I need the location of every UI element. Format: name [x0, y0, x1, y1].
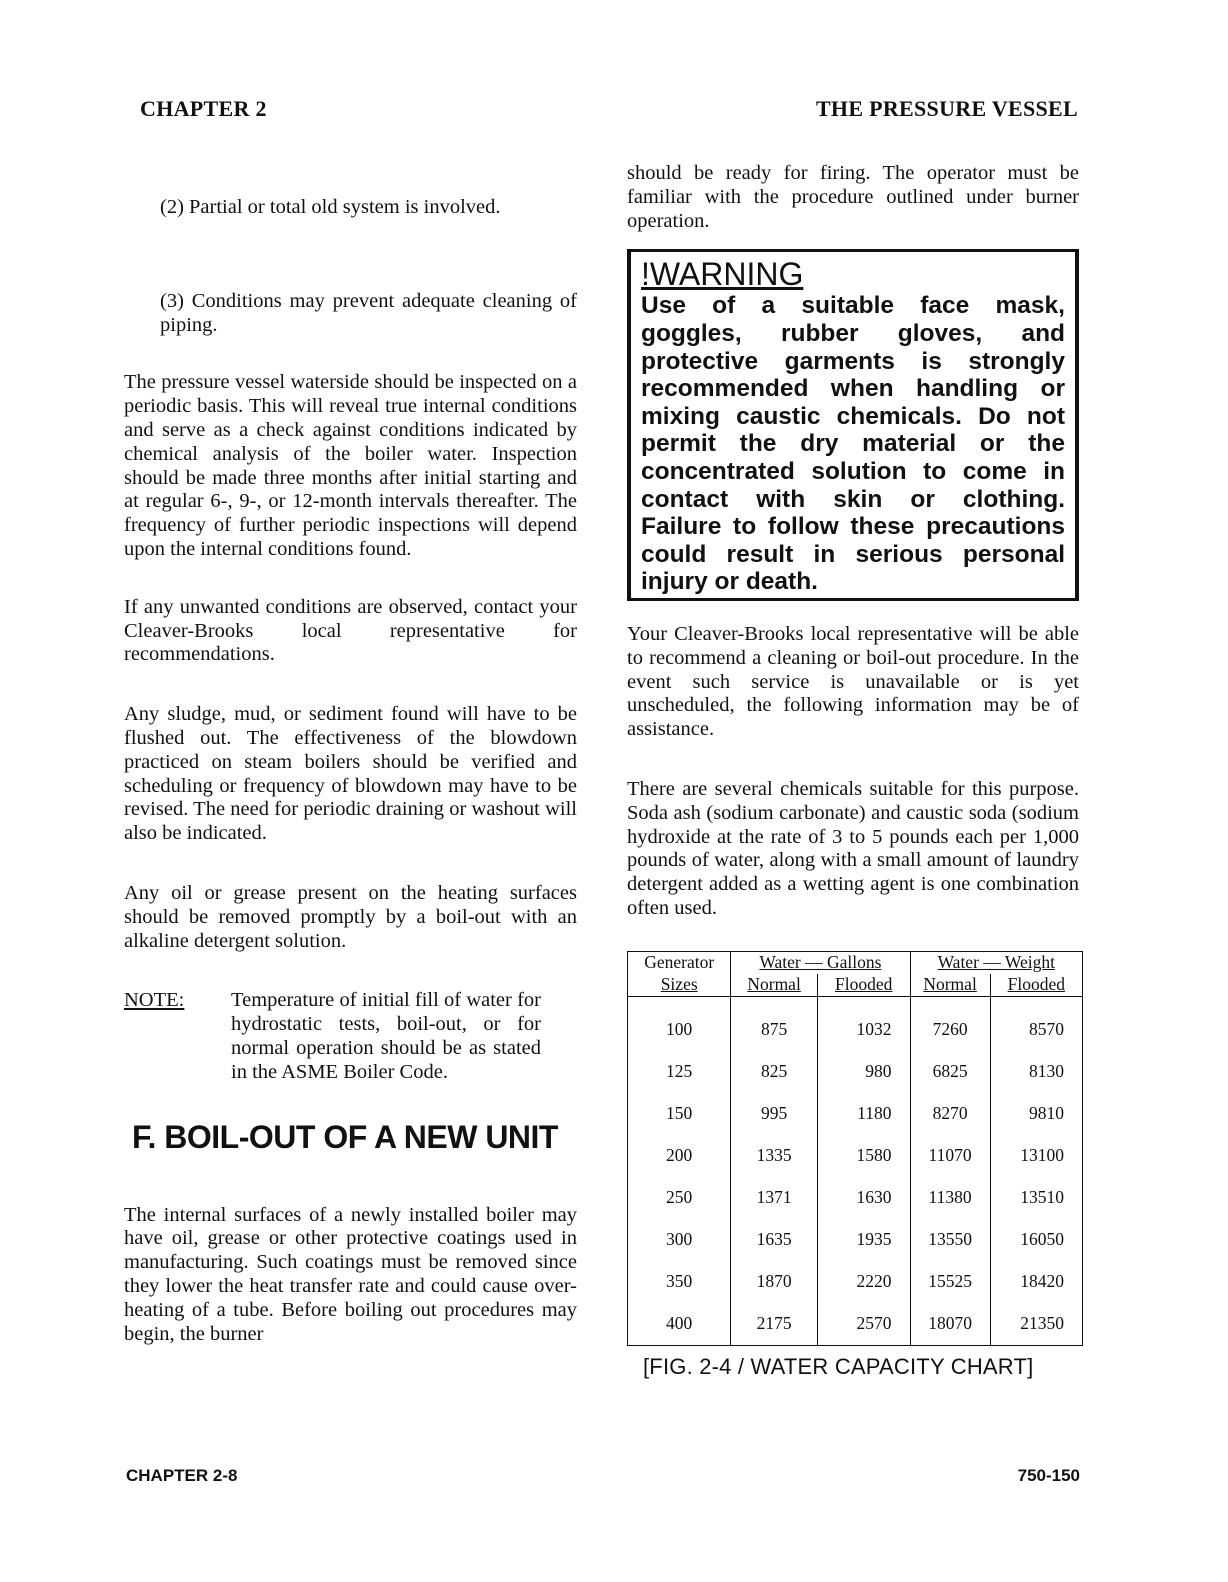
table-row [628, 1219, 1083, 1261]
gallons-group-header: Water — Gallons [731, 951, 910, 974]
footer-page-label: CHAPTER 2-8 [126, 1466, 238, 1485]
table-cell: 825 [731, 1051, 817, 1093]
gallons-flooded-header: Flooded [817, 974, 910, 997]
table-cell: 1371 [731, 1177, 817, 1219]
table-row [628, 1177, 1083, 1219]
table-cell: 15525 [910, 1261, 990, 1303]
table-cell: 1935 [817, 1219, 910, 1261]
table-cell: 13100 [990, 1135, 1082, 1177]
warning-text: Use of a suitable face mask, goggles, rubber gloves, and protective garments is strongly recommended when handling or mixing caustic chemicals. Do not permit the dry material or the concentrated solution to come in contact with skin or clothing. Failure to follow these precautions could result in serious personal injury or death. [641, 292, 1065, 596]
water-capacity-table [627, 951, 1083, 1346]
warning-title: !WARNING [641, 256, 804, 293]
inspection-paragraph: The pressure vessel waterside should be inspected on a periodic basis. This will reveal true internal conditions and serve as a check against conditions indicated by chemical analysis of the boiler water. Inspection should be made three months after initial starting and at regular 6-, 9-, or 12-month intervals thereafter. The frequency of further periodic inspections will depend upon the internal conditions found. [124, 371, 577, 560]
table-cell: 9810 [990, 1093, 1082, 1135]
table-cell: 1180 [817, 1093, 910, 1135]
table-cell: 150 [628, 1093, 731, 1135]
table-cell: 125 [628, 1051, 731, 1093]
table-cell: 995 [731, 1093, 817, 1135]
list-item-2: (2) Partial or total old system is involved. [160, 196, 501, 218]
note-text: Temperature of initial fill of water for hydrostatic tests, boil-out, or for normal operation should be as stated in the ASME Boiler Code. [231, 989, 541, 1083]
table-row [628, 1261, 1083, 1303]
table-cell: 875 [731, 996, 817, 1051]
table-cell: 1032 [817, 996, 910, 1051]
table-cell: 1335 [731, 1135, 817, 1177]
gallons-normal-header: Normal [731, 974, 817, 997]
table-row [628, 1093, 1083, 1135]
running-header-chapter: CHAPTER 2 [140, 96, 267, 121]
table-cell: 200 [628, 1135, 731, 1177]
note-block [124, 989, 577, 1084]
table-cell: 18420 [990, 1261, 1082, 1303]
note-label: NOTE: [124, 989, 185, 1012]
chemicals-paragraph: There are several chemicals suitable for this purpose. Soda ash (sodium carbonate) and caustic soda (sodium hydroxide at the rate of 3 to 5 pounds each per 1,000 pounds of water, along with a small amount of laundry detergent added as a wetting agent is one combination often used. [627, 777, 1079, 919]
burner-paragraph: should be ready for firing. The operator must be familiar with the procedure outlined under burner operation. [627, 162, 1079, 232]
table-cell: 300 [628, 1219, 731, 1261]
table-cell: 21350 [990, 1303, 1082, 1346]
table-cell: 7260 [910, 996, 990, 1051]
table-cell: 13550 [910, 1219, 990, 1261]
table-cell: 8270 [910, 1093, 990, 1135]
sludge-paragraph: Any sludge, mud, or sediment found will have to be flushed out. The effectiveness of the blowdown practiced on steam boilers should be verified and scheduling or frequency of blowdown may have to be revised. The need for periodic draining or washout will also be indicated. [124, 703, 577, 845]
table-cell: 350 [628, 1261, 731, 1303]
table-cell: 980 [817, 1051, 910, 1093]
right-column [627, 162, 1079, 1380]
sizes-header: Sizes [628, 974, 731, 997]
boil-out-paragraph: The internal surfaces of a newly installed boiler may have oil, grease or other protective coatings used in manufacturing. Such coatings must be removed since they lower the heat transfer rate and could cause over-heating of a tube. Before boiling out procedures may begin, the burner [124, 1203, 577, 1345]
table-row [628, 1135, 1083, 1177]
table-cell: 1580 [817, 1135, 910, 1177]
table-cell: 1870 [731, 1261, 817, 1303]
warning-box [627, 249, 1079, 601]
table-cell: 13510 [990, 1177, 1082, 1219]
table-row [628, 996, 1083, 1051]
list-item-3: (3) Conditions may prevent adequate cleaning of piping. [160, 289, 577, 336]
table-cell: 8570 [990, 996, 1082, 1051]
table-cell: 1635 [731, 1219, 817, 1261]
table-cell: 11380 [910, 1177, 990, 1219]
table-cell: 11070 [910, 1135, 990, 1177]
contact-paragraph: If any unwanted conditions are observed, contact your Cleaver-Brooks local representative for recommendations. [124, 595, 577, 666]
grease-paragraph: Any oil or grease present on the heating surfaces should be removed promptly by a boil-out with an alkaline detergent solution. [124, 881, 577, 952]
table-cell: 6825 [910, 1051, 990, 1093]
table-cell: 1630 [817, 1177, 910, 1219]
figure-caption: [FIG. 2-4 / WATER CAPACITY CHART] [643, 1353, 1034, 1379]
table-row [628, 1303, 1083, 1346]
representative-paragraph: Your Cleaver-Brooks local representative will be able to recommend a cleaning or boil-out procedure. In the event such service is unavailable or is yet unscheduled, the following information may be of assistance. [627, 622, 1079, 741]
table-cell: 100 [628, 996, 731, 1051]
table-cell: 2175 [731, 1303, 817, 1346]
running-header-title: THE PRESSURE VESSEL [815, 96, 1078, 121]
weight-flooded-header: Flooded [990, 974, 1082, 997]
table-cell: 250 [628, 1177, 731, 1219]
left-column [124, 162, 577, 1370]
section-heading: F. BOIL-OUT OF A NEW UNIT [132, 1118, 558, 1155]
weight-group-header: Water — Weight [910, 951, 1082, 974]
table-cell: 16050 [990, 1219, 1082, 1261]
table-cell: 2570 [817, 1303, 910, 1346]
footer-doc-number: 750-150 [1017, 1466, 1080, 1485]
table-cell: 400 [628, 1303, 731, 1346]
table-cell: 2220 [817, 1261, 910, 1303]
table-cell: 8130 [990, 1051, 1082, 1093]
table-cell: 18070 [910, 1303, 990, 1346]
generator-header: Generator [628, 951, 731, 974]
weight-normal-header: Normal [910, 974, 990, 997]
table-row [628, 1051, 1083, 1093]
